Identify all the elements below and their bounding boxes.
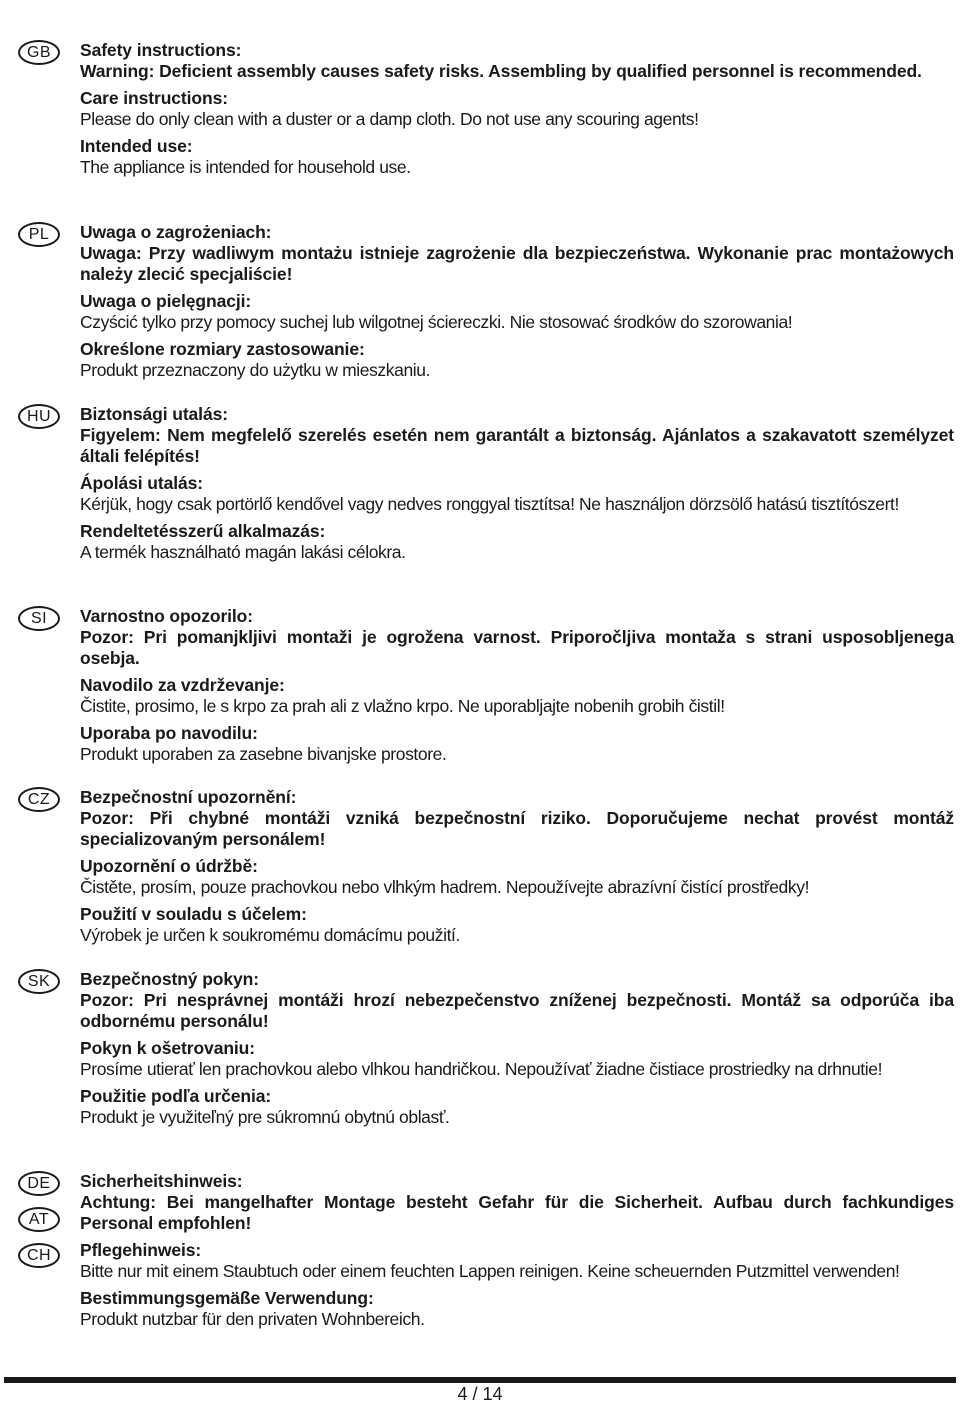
use-text: Produkt nutzbar für den privaten Wohnbereich. bbox=[80, 1309, 425, 1329]
safety-heading: Sicherheitshinweis: bbox=[80, 1171, 243, 1191]
section-content bbox=[80, 969, 954, 1128]
language-badge: AT bbox=[18, 1207, 60, 1232]
use-block bbox=[80, 521, 954, 563]
use-text: Produkt przeznaczony do użytku w mieszkaniu. bbox=[80, 360, 431, 380]
language-badge: SK bbox=[18, 969, 60, 994]
care-block bbox=[80, 473, 954, 515]
use-heading: Uporaba po navodilu: bbox=[80, 723, 258, 743]
safety-text: Pozor: Pri pomanjkljivi montaži je ogrožena varnost. Priporočljiva montaža s strani usposobljenega osebja. bbox=[80, 627, 954, 668]
language-badge: GB bbox=[18, 40, 60, 65]
safety-block bbox=[80, 1171, 954, 1234]
section-content bbox=[80, 787, 954, 946]
language-badges bbox=[18, 404, 66, 440]
use-text: A termék használható magán lakási célokra. bbox=[80, 542, 406, 562]
use-heading: Określone rozmiary zastosowanie: bbox=[80, 339, 365, 359]
safety-text: Pozor: Při chybné montáži vzniká bezpečnostní riziko. Doporučujeme nechat provést montáž specializovaným personálem! bbox=[80, 808, 954, 849]
care-heading: Pflegehinweis: bbox=[80, 1240, 202, 1260]
use-block bbox=[80, 904, 954, 946]
language-badges bbox=[18, 1171, 66, 1279]
safety-text: Figyelem: Nem megfelelő szerelés esetén nem garantált a biztonság. Ajánlatos a szakavatott személyzet általi felépítés! bbox=[80, 425, 954, 466]
safety-block bbox=[80, 222, 954, 285]
section-content bbox=[80, 222, 954, 381]
use-text: Produkt je využiteľný pre súkromnú obytnú oblasť. bbox=[80, 1107, 450, 1127]
safety-heading: Bezpečnostný pokyn: bbox=[80, 969, 259, 989]
care-heading: Pokyn k ošetrovaniu: bbox=[80, 1038, 255, 1058]
safety-heading: Varnostno opozorilo: bbox=[80, 606, 253, 626]
use-heading: Bestimmungsgemäße Verwendung: bbox=[80, 1288, 374, 1308]
language-badge: SI bbox=[18, 606, 60, 631]
use-heading: Použití v souladu s účelem: bbox=[80, 904, 307, 924]
safety-block bbox=[80, 40, 954, 82]
use-block bbox=[80, 136, 954, 178]
care-block bbox=[80, 675, 954, 717]
safety-heading: Uwaga o zagrożeniach: bbox=[80, 222, 272, 242]
use-block bbox=[80, 723, 954, 765]
care-text: Čistite, prosimo, le s krpo za prah ali z vlažno krpo. Ne uporabljajte nobenih grobih čistil! bbox=[80, 696, 725, 716]
page-number: 4 / 14 bbox=[457, 1384, 503, 1404]
care-block bbox=[80, 1240, 954, 1282]
safety-block bbox=[80, 787, 954, 850]
use-heading: Rendeltetésszerű alkalmazás: bbox=[80, 521, 326, 541]
safety-text: Pozor: Pri nesprávnej montáži hrozí nebezpečenstvo zníženej bezpečnosti. Montáž sa odporúča iba odbornému personálu! bbox=[80, 990, 954, 1031]
care-block bbox=[80, 291, 954, 333]
language-badge: CZ bbox=[18, 787, 60, 812]
safety-heading: Safety instructions: bbox=[80, 40, 242, 60]
safety-text: Achtung: Bei mangelhafter Montage besteht Gefahr für die Sicherheit. Aufbau durch fachkundiges Personal empfohlen! bbox=[80, 1192, 954, 1233]
safety-heading: Biztonsági utalás: bbox=[80, 404, 228, 424]
use-heading: Použitie podľa určenia: bbox=[80, 1086, 272, 1106]
care-block bbox=[80, 88, 954, 130]
language-badges bbox=[18, 222, 66, 258]
care-heading: Upozornění o údržbě: bbox=[80, 856, 258, 876]
use-block bbox=[80, 1288, 954, 1330]
section-content bbox=[80, 404, 954, 563]
care-heading: Ápolási utalás: bbox=[80, 473, 203, 493]
language-badges bbox=[18, 787, 66, 823]
language-badge: DE bbox=[18, 1171, 60, 1196]
care-heading: Navodilo za vzdrževanje: bbox=[80, 675, 285, 695]
use-text: Produkt uporaben za zasebne bivanjske prostore. bbox=[80, 744, 447, 764]
safety-block bbox=[80, 969, 954, 1032]
safety-text: Uwaga: Przy wadliwym montażu istnieje zagrożenie dla bezpieczeństwa. Wykonanie prac montażowych należy zlecić specjaliście! bbox=[80, 243, 954, 284]
safety-heading: Bezpečnostní upozornění: bbox=[80, 787, 297, 807]
care-block bbox=[80, 1038, 954, 1080]
language-badges bbox=[18, 969, 66, 1005]
care-text: Kérjük, hogy csak portörlő kendővel vagy nedves ronggyal tisztítsa! Ne használjon dörzsölő hatású tisztítószert! bbox=[80, 494, 899, 514]
use-block bbox=[80, 1086, 954, 1128]
language-badge: CH bbox=[18, 1243, 60, 1268]
language-badges bbox=[18, 606, 66, 642]
language-badges bbox=[18, 40, 66, 76]
care-text: Bitte nur mit einem Staubtuch oder einem feuchten Lappen reinigen. Keine scheuernden Putzmittel verwenden! bbox=[80, 1261, 900, 1281]
language-badge: HU bbox=[18, 404, 60, 429]
care-block bbox=[80, 856, 954, 898]
care-text: Please do only clean with a duster or a damp cloth. Do not use any scouring agents! bbox=[80, 109, 699, 129]
use-text: Výrobek je určen k soukromému domácímu použití. bbox=[80, 925, 460, 945]
section-content bbox=[80, 1171, 954, 1330]
use-text: The appliance is intended for household use. bbox=[80, 157, 411, 177]
use-block bbox=[80, 339, 954, 381]
care-text: Czyścić tylko przy pomocy suchej lub wilgotnej ściereczki. Nie stosować środków do szorowania! bbox=[80, 312, 793, 332]
section-content bbox=[80, 40, 954, 178]
section-content bbox=[80, 606, 954, 765]
safety-block bbox=[80, 404, 954, 467]
language-badge: PL bbox=[18, 222, 60, 247]
care-text: Prosíme utierať len prachovkou alebo vlhkou handričkou. Nepoužívať žiadne čistiace prostriedky na drhnutie! bbox=[80, 1059, 883, 1079]
care-heading: Uwaga o pielęgnacji: bbox=[80, 291, 252, 311]
safety-text: Warning: Deficient assembly causes safety risks. Assembling by qualified personnel is recommended. bbox=[80, 61, 922, 81]
safety-block bbox=[80, 606, 954, 669]
care-heading: Care instructions: bbox=[80, 88, 228, 108]
care-text: Čistěte, prosím, pouze prachovkou nebo vlhkým hadrem. Nepoužívejte abrazívní čistící prostředky! bbox=[80, 877, 810, 897]
use-heading: Intended use: bbox=[80, 136, 193, 156]
